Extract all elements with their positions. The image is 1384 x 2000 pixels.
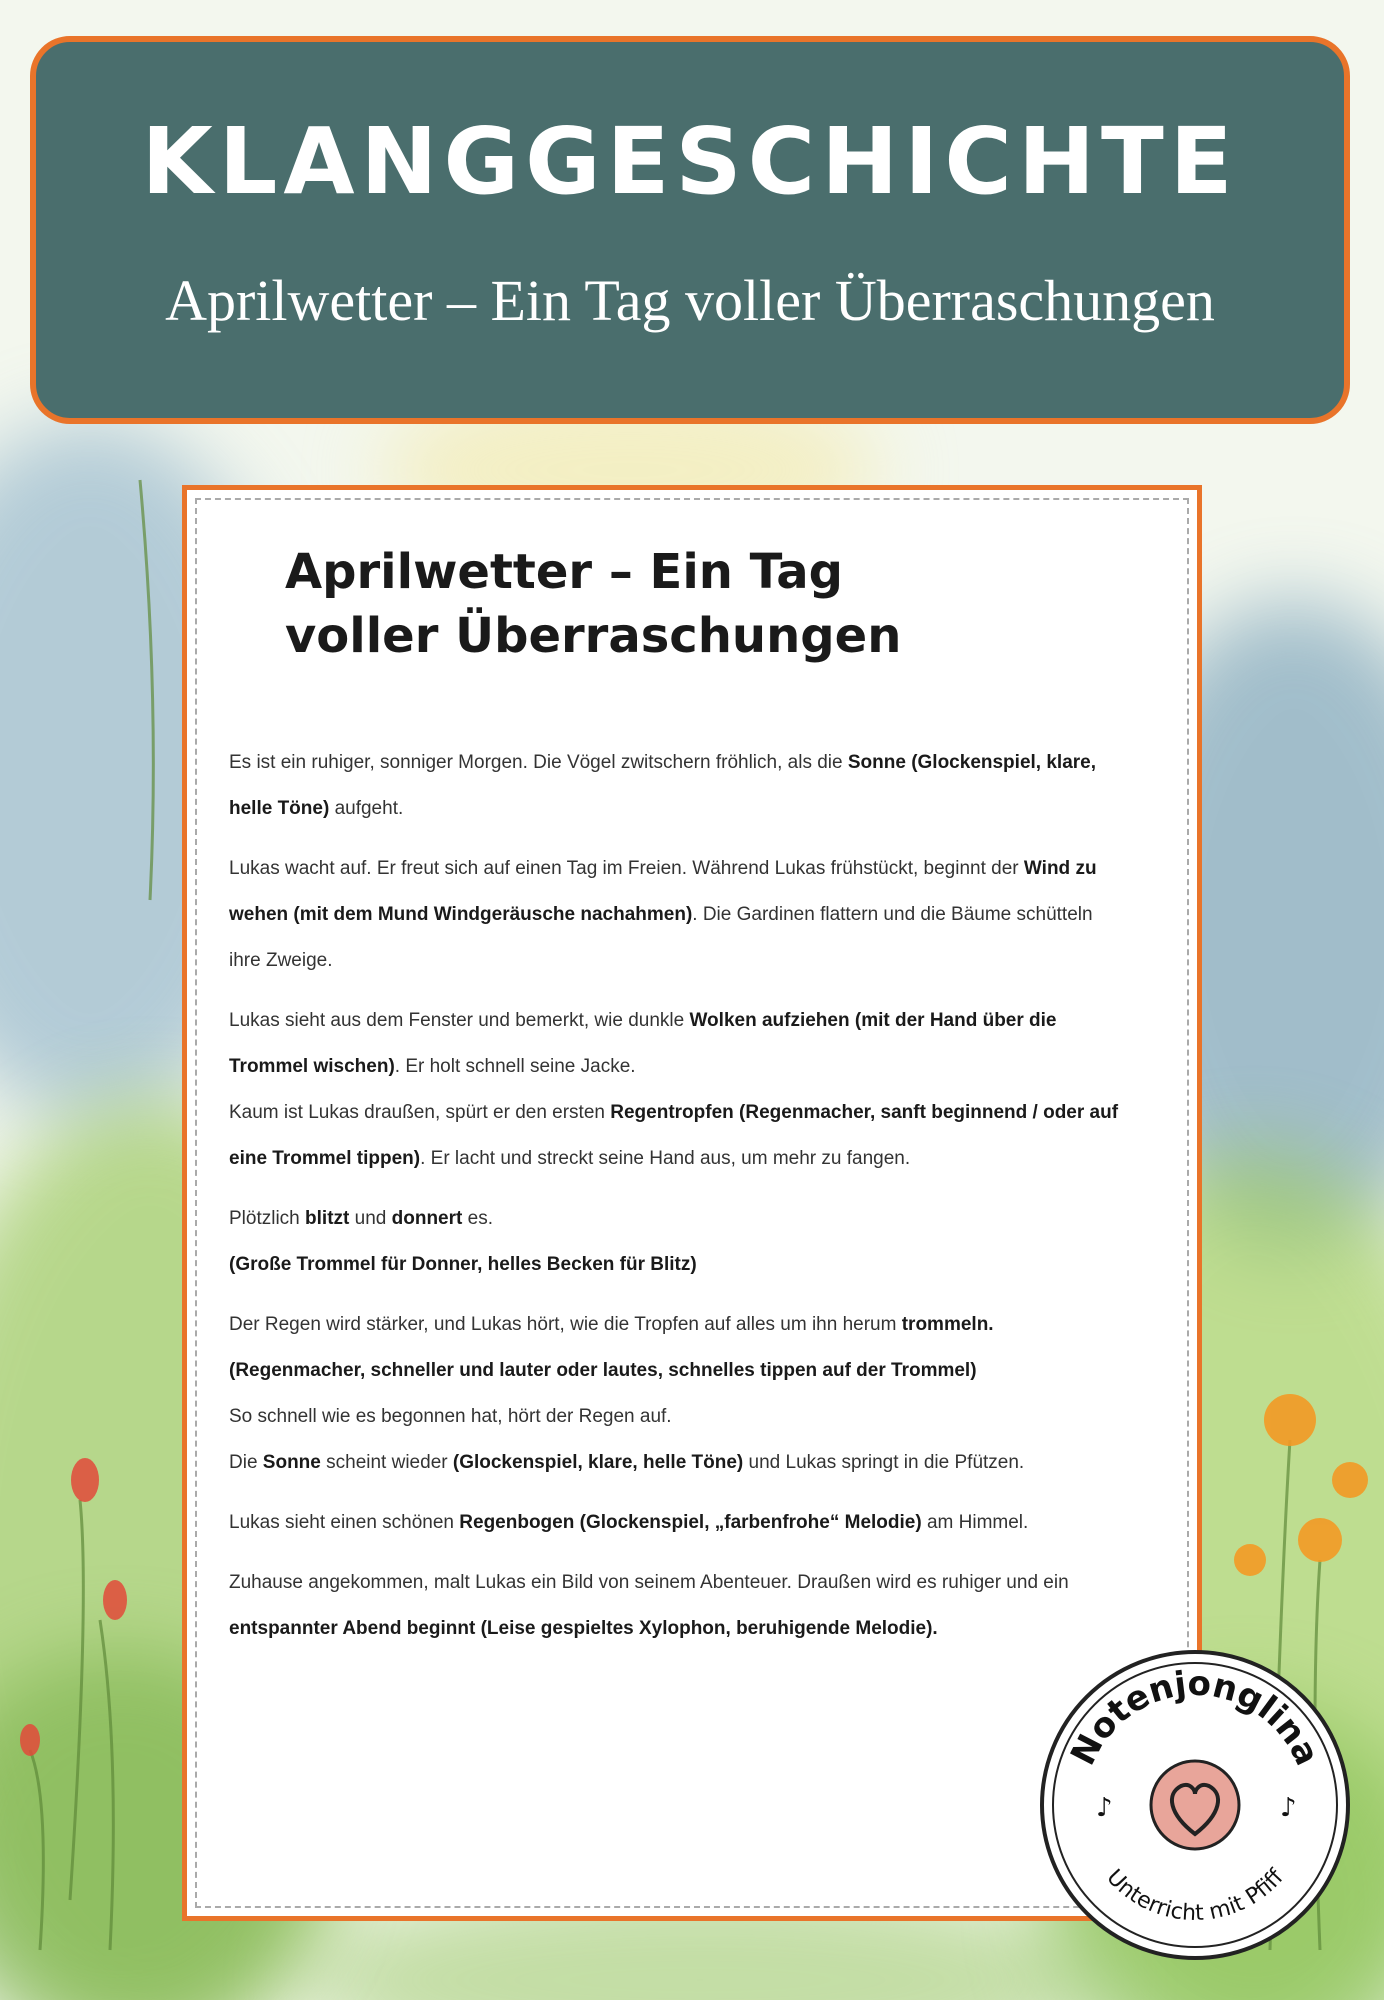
brand-stamp-logo (1040, 1650, 1350, 1960)
story-paragraph: Der Regen wird stärker, und Lukas hört, wie die Tropfen auf alles um ihn herum trommeln. (Regenmacher, schneller und lauter oder lautes, schnelles tippen auf der Trommel) So schnell wie es begonnen hat, hört der Regen auf. Die Sonne scheint wieder (Glockenspiel, klare, helle Töne) und Lukas springt in die Pfützen. (229, 1314, 1025, 1473)
svg-text:Notenjonglina (1063, 1664, 1327, 1772)
story-paragraph: Lukas sieht aus dem Fenster und bemerkt, wie dunkle Wolken aufziehen (mit der Hand über die Trommel wischen). Er holt schnell seine Jacke. (229, 1010, 1057, 1077)
stamp-top-text: Notenjonglina (1063, 1663, 1328, 1772)
music-note-icon: ♪ (1096, 1793, 1113, 1823)
banner-subtitle: Aprilwetter – Ein Tag voller Überraschungen (165, 268, 1215, 333)
story-paragraph: Kaum ist Lukas draußen, spürt er den ersten Regentropfen (Regenmacher, sanft beginnend / oder auf eine Trommel tippen). Er lacht und streckt seine Hand aus, um mehr zu fangen. (229, 1102, 1119, 1169)
stamp-bottom-text: Unterricht mit Pfiff (1101, 1864, 1289, 1927)
music-note-icon: ♪ (1280, 1793, 1297, 1823)
story-paragraph: Lukas sieht einen schönen Regenbogen (Glockenspiel, „farbenfrohe“ Melodie) am Himmel. (229, 1512, 1029, 1533)
story-paragraph: Lukas wacht auf. Er freut sich auf einen Tag im Freien. Während Lukas frühstückt, beginnt der Wind zu wehen (mit dem Mund Windgeräusche nachahmen). Die Gardinen flattern und die Bäume schütteln ihre Zweige. (229, 858, 1097, 971)
document-title: Aprilwetter – Ein Tag voller Überraschungen (285, 544, 902, 664)
header-banner (30, 36, 1350, 424)
story-text (229, 740, 1129, 1666)
story-paragraph: Plötzlich blitzt und donnert es. (Große Trommel für Donner, helles Becken für Blitz) (229, 1208, 697, 1275)
story-paragraph: Es ist ein ruhiger, sonniger Morgen. Die Vögel zwitschern fröhlich, als die Sonne (Glockenspiel, klare, helle Töne) aufgeht. (229, 752, 1097, 819)
banner-title: KLANGGESCHICHTE (141, 108, 1239, 215)
story-paragraph: Zuhause angekommen, malt Lukas ein Bild von seinem Abenteuer. Draußen wird es ruhiger und ein entspannter Abend beginnt (Leise gespieltes Xylophon, beruhigende Melodie). (229, 1572, 1069, 1639)
svg-text:Unterricht mit Pfiff (1101, 1864, 1289, 1926)
